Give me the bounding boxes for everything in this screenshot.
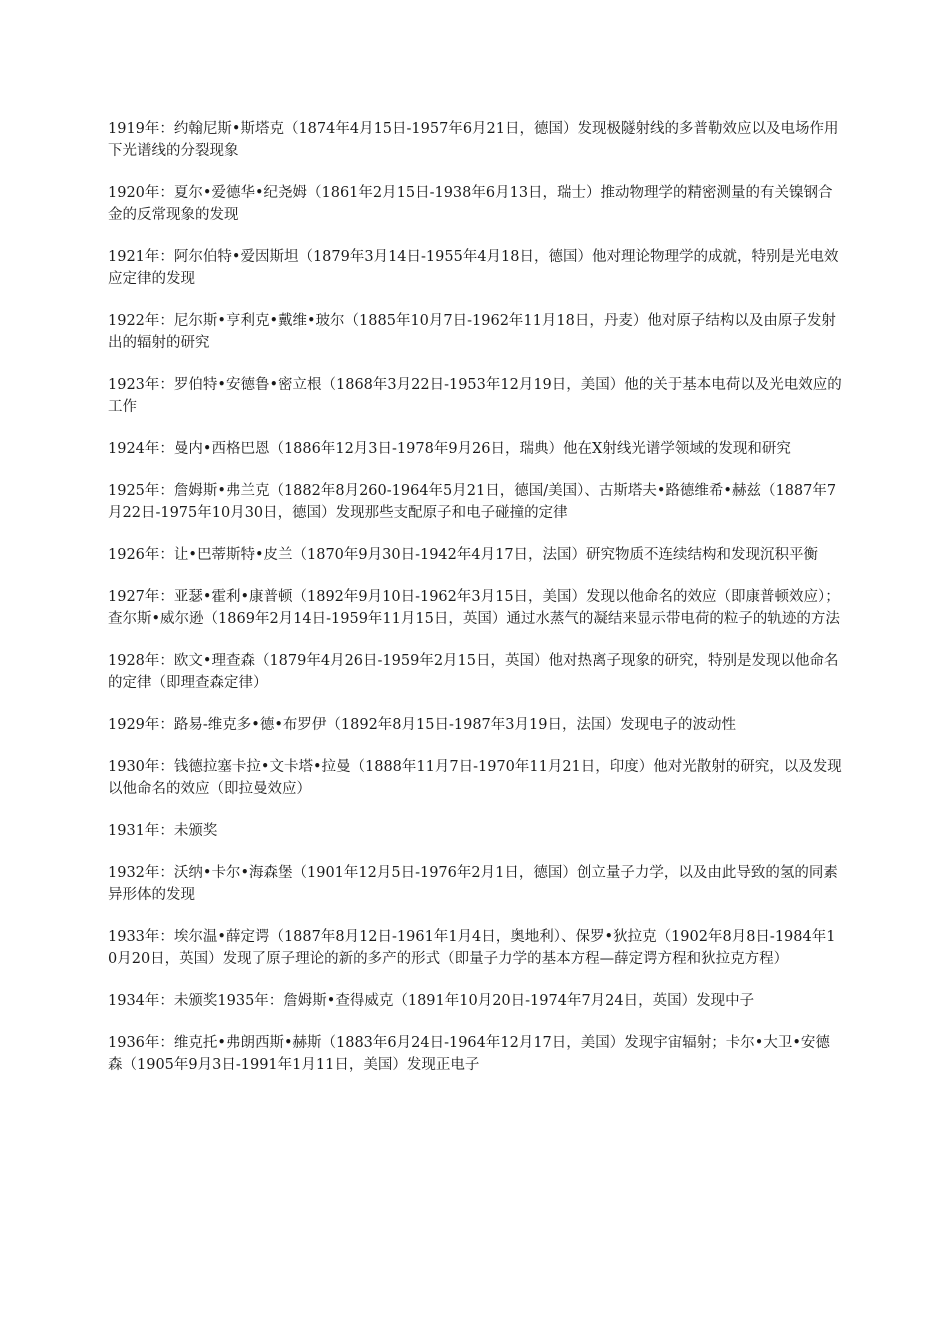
entry-1922: 1922年：尼尔斯•亨利克•戴维•玻尔（1885年10月7日-1962年11月18日，丹麦）他对原子结构以及由原子发射出的辐射的研究	[108, 313, 836, 351]
entry-1923: 1923年：罗伯特•安德鲁•密立根（1868年3月22日-1953年12月19日，美国）他的关于基本电荷以及光电效应的工作	[108, 377, 842, 415]
entry-1927: 1927年：亚瑟•霍利•康普顿（1892年9月10日-1962年3月15日，美国）发现以他命名的效应（即康普顿效应）；查尔斯•威尔逊（1869年2月14日-1959年11月15日，英国）通过水蒸气的凝结来显示带电荷的粒子的轨迹的方法	[108, 589, 840, 627]
entry-1931: 1931年：未颁奖	[108, 823, 218, 839]
entry-1932: 1932年：沃纳•卡尔•海森堡（1901年12月5日-1976年2月1日，德国）创立量子力学，以及由此导致的氢的同素异形体的发现	[108, 865, 838, 903]
document-body	[108, 118, 844, 1096]
entry-1934-1935: 1934年：未颁奖1935年：詹姆斯•查得威克（1891年10月20日-1974年7月24日，英国）发现中子	[108, 993, 755, 1009]
entry-1921: 1921年：阿尔伯特•爱因斯坦（1879年3月14日-1955年4月18日，德国）他对理论物理学的成就，特别是光电效应定律的发现	[108, 249, 839, 287]
entry-1929: 1929年：路易-维克多•德•布罗伊（1892年8月15日-1987年3月19日，法国）发现电子的波动性	[108, 717, 736, 733]
entry-1920: 1920年：夏尔•爱德华•纪尧姆（1861年2月15日-1938年6月13日，瑞士）推动物理学的精密测量的有关镍钢合金的反常现象的发现	[108, 185, 833, 223]
entry-1919: 1919年：约翰尼斯•斯塔克（1874年4月15日-1957年6月21日，德国）发现极隧射线的多普勒效应以及电场作用下光谱线的分裂现象	[108, 121, 839, 159]
entry-1924: 1924年：曼内•西格巴恩（1886年12月3日-1978年9月26日，瑞典）他在X射线光谱学领域的发现和研究	[108, 441, 791, 457]
entry-1936: 1936年：维克托•弗朗西斯•赫斯（1883年6月24日-1964年12月17日，美国）发现宇宙辐射；卡尔•大卫•安德森（1905年9月3日-1991年1月11日，美国）发现正电子	[108, 1035, 830, 1073]
entry-1928: 1928年：欧文•理查森（1879年4月26日-1959年2月15日，英国）他对热离子现象的研究，特别是发现以他命名的定律（即理查森定律）	[108, 653, 839, 691]
entry-1926: 1926年：让•巴蒂斯特•皮兰（1870年9月30日-1942年4月17日，法国）研究物质不连续结构和发现沉积平衡	[108, 547, 819, 563]
entry-1925: 1925年：詹姆斯•弗兰克（1882年8月260-1964年5月21日，德国/美国）、古斯塔夫•路德维希•赫兹（1887年7月22日-1975年10月30日，德国）发现那些支配原子和电子碰撞的定律	[108, 483, 837, 521]
entry-1930: 1930年：钱德拉塞卡拉•文卡塔•拉曼（1888年11月7日-1970年11月21日，印度）他对光散射的研究，以及发现以他命名的效应（即拉曼效应）	[108, 759, 842, 797]
entry-1933: 1933年：埃尔温•薛定谔（1887年8月12日-1961年1月4日，奥地利）、保罗•狄拉克（1902年8月8日-1984年10月20日，英国）发现了原子理论的新的多产的形式（即量子力学的基本方程—薛定谔方程和狄拉克方程）	[108, 929, 836, 967]
